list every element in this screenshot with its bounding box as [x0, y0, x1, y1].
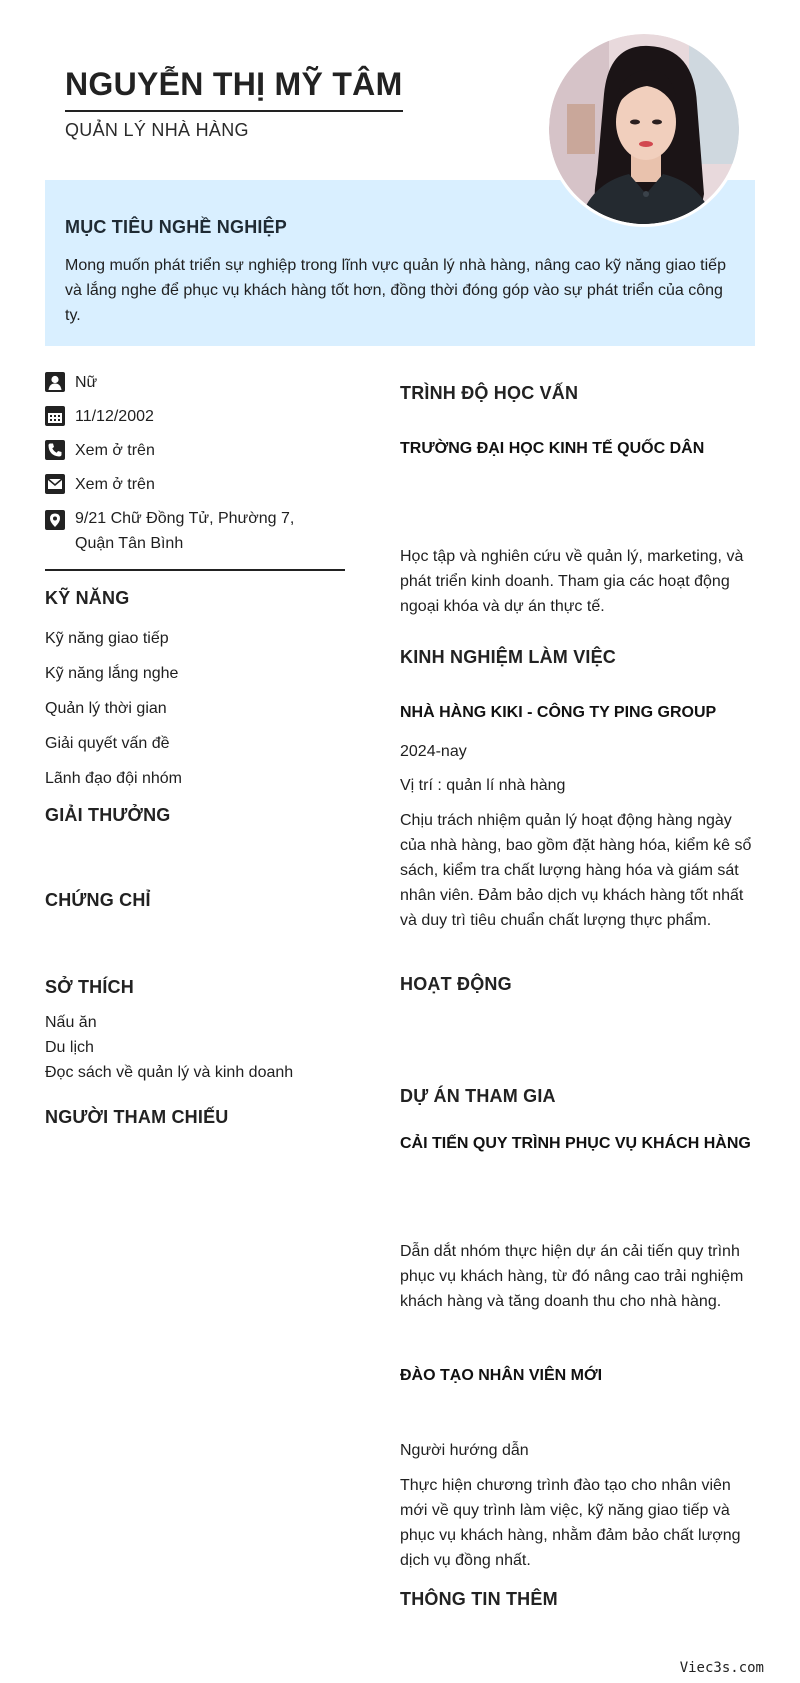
skill-item: Quản lý thời gian [45, 700, 167, 717]
experience-description: Chịu trách nhiệm quản lý hoạt động hàng ngày của nhà hàng, bao gồm đặt hàng hóa, kiểm kê sổ sách, kiểm tra chất lượng hàng hóa và giám sát nhân viên. Đảm bảo dịch vụ khách hàng tốt nhất và duy trì tiêu chuẩn chất lượng thực phẩm. [400, 812, 752, 929]
footer-brand: Viec3s.com [679, 1660, 764, 1676]
project-role: Người hướng dẫn [400, 1442, 529, 1459]
objective-text: Mong muốn phát triển sự nghiệp trong lĩnh vực quản lý nhà hàng, nâng cao kỹ năng giao tiếp và lắng nghe để phục vụ khách hàng tốt hơn, đồng thời đóng góp vào sự phát triển của công ty. [65, 257, 726, 324]
candidate-name: NGUYỄN THỊ MỸ TÂM [65, 66, 403, 112]
birthday-row [45, 404, 345, 429]
mail-icon [45, 474, 65, 494]
gender-value: Nữ [75, 374, 98, 391]
references-title: NGƯỜI THAM CHIẾU [45, 1107, 229, 1127]
hobbies-title: SỞ THÍCH [45, 977, 134, 997]
gender-row [45, 370, 345, 395]
objective-title: MỤC TIÊU NGHỀ NGHIỆP [65, 217, 288, 237]
project-description: Dẫn dắt nhóm thực hiện dự án cải tiến quy trình phục vụ khách hàng, từ đó nâng cao trải nghiệm khách hàng và tăng doanh thu cho nhà hàng. [400, 1243, 744, 1310]
left-divider [45, 569, 345, 571]
experience-title: KINH NGHIỆM LÀM VIỆC [400, 647, 617, 667]
more-info-title: THÔNG TIN THÊM [400, 1589, 558, 1609]
education-title: TRÌNH ĐỘ HỌC VẤN [400, 383, 579, 403]
address-row [45, 506, 345, 556]
hobby-item: Nấu ăn [45, 1014, 97, 1031]
phone-row [45, 438, 345, 463]
education-school: TRƯỜNG ĐẠI HỌC KINH TẾ QUỐC DÂN [400, 440, 705, 457]
experience-period: 2024-nay [400, 743, 467, 760]
birthday-value: 11/12/2002 [75, 408, 154, 425]
avatar-photo [549, 34, 739, 224]
experience-company: NHÀ HÀNG KIKI - CÔNG TY PING GROUP [400, 704, 717, 721]
avatar [549, 34, 739, 224]
person-icon [45, 372, 65, 392]
calendar-icon [45, 406, 65, 426]
education-description: Học tập và nghiên cứu về quản lý, marketing, và phát triển kinh doanh. Tham gia các hoạt động ngoại khóa và dự án thực tế. [400, 548, 744, 615]
skill-item: Lãnh đạo đội nhóm [45, 770, 182, 787]
skill-item: Kỹ năng lắng nghe [45, 665, 179, 682]
location-pin-icon [45, 510, 65, 530]
hobby-item: Đọc sách về quản lý và kinh doanh [45, 1064, 294, 1081]
candidate-job-title: QUẢN LÝ NHÀ HÀNG [65, 120, 249, 140]
email-row [45, 472, 345, 497]
skills-title: KỸ NĂNG [45, 588, 130, 608]
left-column [45, 370, 345, 1128]
awards-title: GIẢI THƯỞNG [45, 805, 171, 825]
certificates-title: CHỨNG CHỈ [45, 890, 151, 910]
project-name: ĐÀO TẠO NHÂN VIÊN MỚI [400, 1367, 603, 1384]
experience-position: Vị trí : quản lí nhà hàng [400, 777, 566, 794]
project-name: CẢI TIẾN QUY TRÌNH PHỤC VỤ KHÁCH HÀNG [400, 1135, 751, 1152]
email-value: Xem ở trên [75, 476, 155, 493]
skill-item: Kỹ năng giao tiếp [45, 630, 169, 647]
project-description: Thực hiện chương trình đào tạo cho nhân viên mới về quy trình làm việc, kỹ năng giao tiếp và phục vụ khách hàng, nhằm đảm bảo chất lượng dịch vụ đồng nhất. [400, 1477, 741, 1569]
phone-value: Xem ở trên [75, 442, 155, 459]
address-value: 9/21 Chữ Đồng Tử, Phường 7, Quận Tân Bình [75, 510, 295, 552]
projects-title: DỰ ÁN THAM GIA [400, 1086, 556, 1106]
skill-item: Giải quyết vấn đề [45, 735, 170, 752]
hobby-item: Du lịch [45, 1039, 94, 1056]
phone-icon [45, 440, 65, 460]
activities-title: HOẠT ĐỘNG [400, 974, 512, 994]
